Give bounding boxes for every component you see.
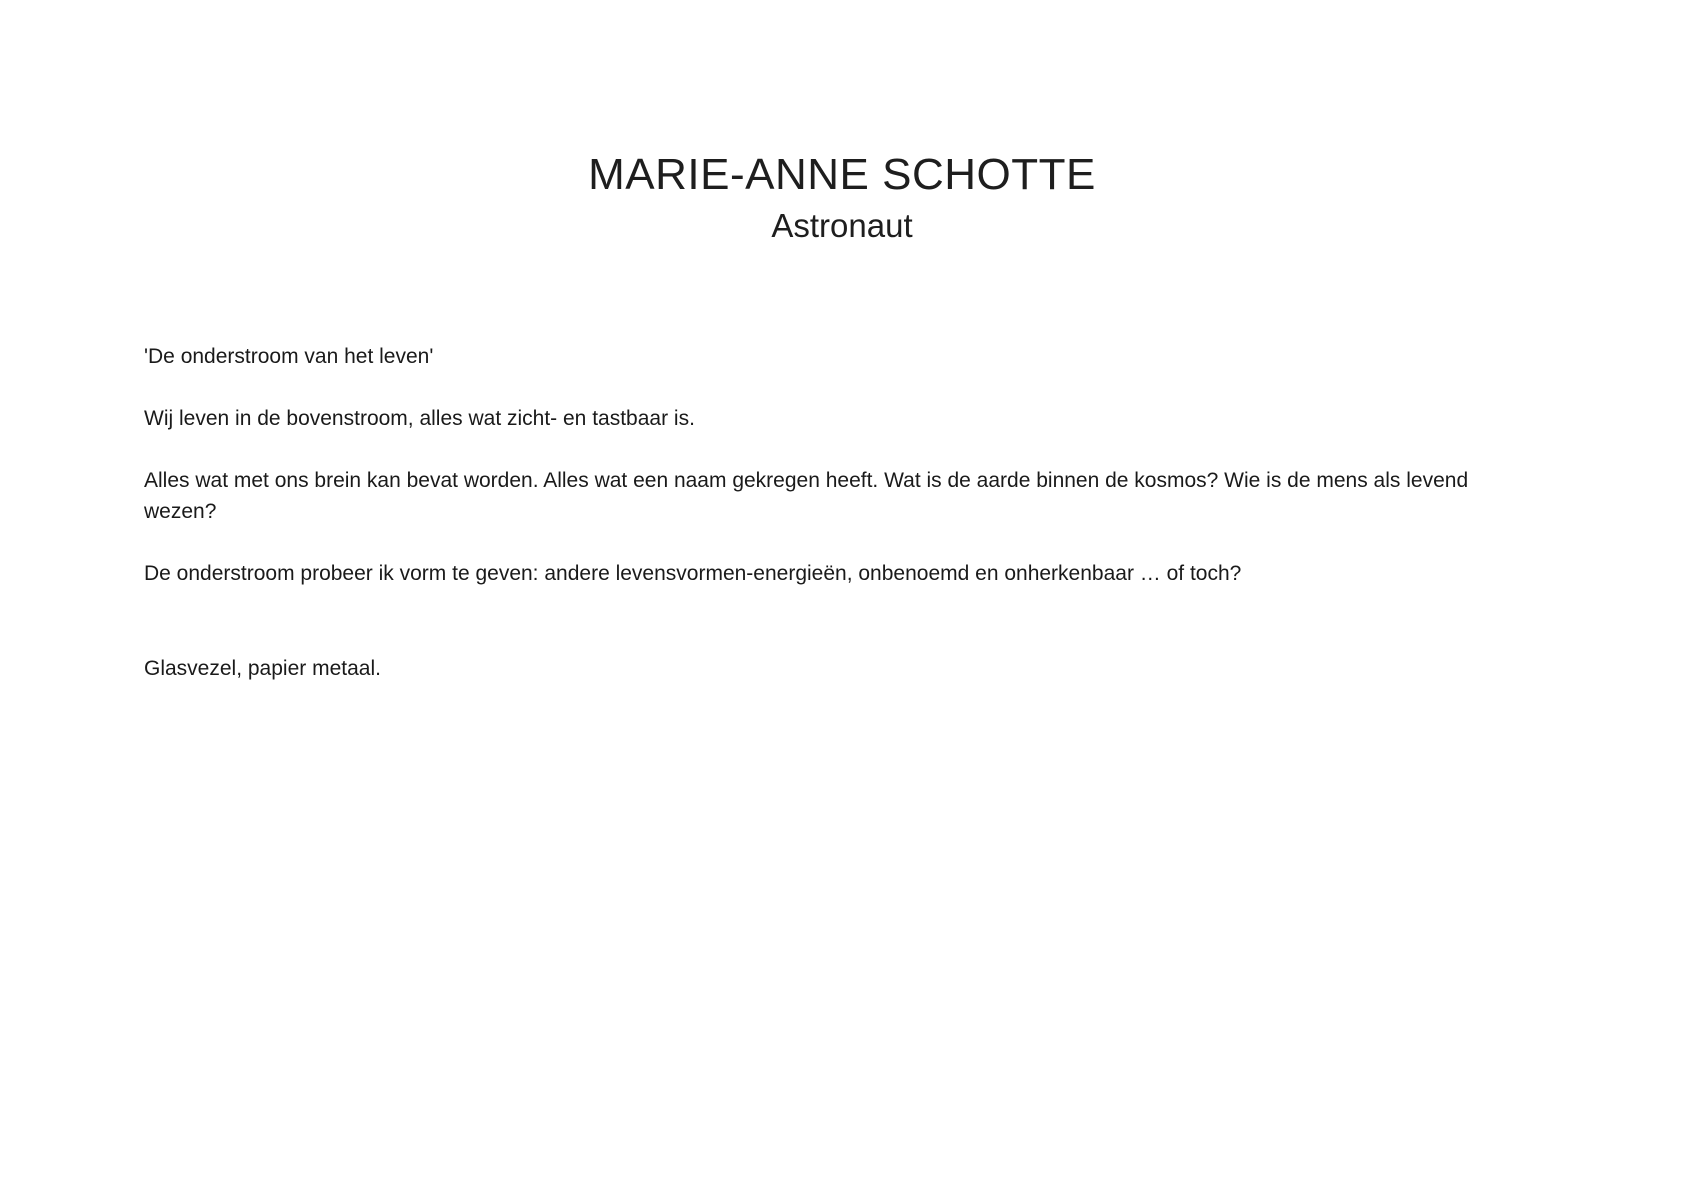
artist-name: MARIE-ANNE SCHOTTE: [588, 150, 1096, 199]
document-header: [0, 148, 1684, 246]
paragraph: De onderstroom probeer ik vorm te geven: andere levensvormen-energieën, onbenoemd en onherkenbaar … of toch?: [144, 562, 1242, 585]
document-body: [144, 341, 1544, 715]
artwork-title: Astronaut: [771, 207, 913, 244]
paragraph: Wij leven in de bovenstroom, alles wat zicht- en tastbaar is.: [144, 407, 695, 430]
materials-line: Glasvezel, papier metaal.: [144, 657, 381, 680]
quote-title: 'De onderstroom van het leven': [144, 345, 434, 368]
paragraph: Alles wat met ons brein kan bevat worden. Alles wat een naam gekregen heeft. Wat is de aarde binnen de kosmos? Wie is de mens als levend wezen?: [144, 469, 1469, 523]
